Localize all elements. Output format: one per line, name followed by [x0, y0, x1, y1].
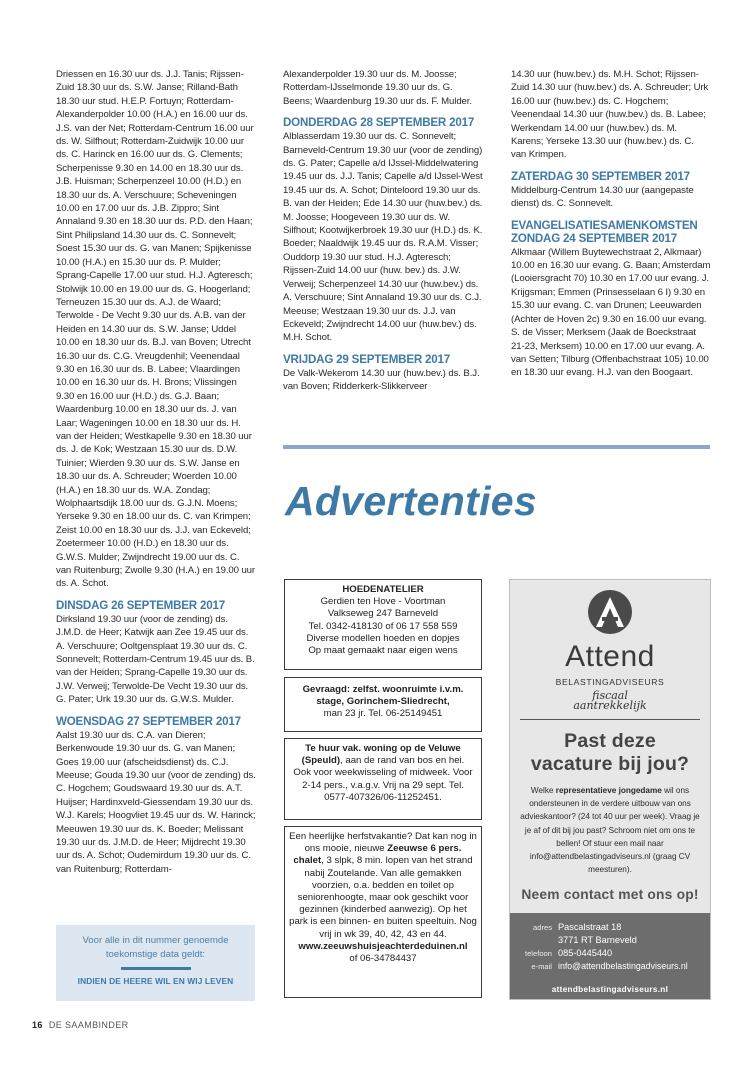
section-heading-donderdag: DONDERDAG 28 SEPTEMBER 2017 — [283, 116, 475, 130]
contact-address-line: 3771 RT Barneveld — [558, 935, 637, 945]
publication-name: DE SAAMBINDER — [48, 1020, 129, 1030]
section-heading-vrijdag: VRIJDAG 29 SEPTEMBER 2017 — [283, 352, 451, 366]
attend-body-part: wil ons ondersteunen in de verdere uitbouw van ons advieskantoor? (24 tot 40 uur per week). Vraag je je af of dit bij jou past? Schroom niet om ons te bellen! Of stuur een mail naar info@attendbelastingadviseurs.nl (graag CV meesturen). — [520, 786, 700, 875]
attend-body-part: Welke — [530, 786, 556, 795]
ad-woonruimte — [284, 677, 482, 732]
ad-title: Te huur vak. woning op de Veluwe (Speuld) — [301, 743, 461, 767]
church-schedule-text: Alblasserdam 19.30 uur ds. C. Sonnevelt; Barneveld-Centrum 19.30 uur (voor de zending) ds. G. Pater; Capelle a/d IJssel-Middelwatering 19.45 uur ds. J.J. Tanis; Capelle a/d IJssel-West 19.45 uur ds. A. Schot; Dinteloord 19.30 uur ds. B. van der Heiden; Ede 14.30 uur (huw.bev.) ds. M. Joosse; Hoogeveen 19.30 uur ds. W. Silfhout; Kootwijkerbroek 19.30 uur (H.D.) ds. K. Boeder; Naaldwijk 19.45 uur ds. R.A.M. Visser; Ouddorp 19.30 uur stud. H.J. Agteresch; Rijssen-Zuid 14.00 uur (huw. bev.) ds. J.W. Verweij; Scherpenzeel 14.30 uur (huw.bev.) ds. A. Verschuure; Sint Annaland 19.30 uur ds. C.J. Meeuse; Westzaan 19.30 uur ds. J.J. van Eckeveld; Zwijndrecht 14.00 uur (huw.bev.) ds. M.H. Schot. — [283, 131, 483, 344]
info-box — [56, 925, 255, 1001]
church-schedule-text: Dirksland 19.30 uur (voor de zending) ds. J.M.D. de Heer; Katwijk aan Zee 19.45 uur ds. A. Verschuure; Ooltgensplaat 19.30 uur ds. C. Sonnevelt; Rotterdam-Centrum 19.45 uur ds. B. van der Heiden; Sprang-Capelle 19.30 uur ds. J.W. Verweij; Terwolde-De Vecht 19.30 uur ds. G. Pater; Urk 19.30 uur ds. G.W.S. Mulder. — [56, 613, 255, 706]
ad-line: Een heerlijke herfstvakantie? Dat kan nog in ons mooie, nieuwe — [289, 831, 477, 855]
ad-line: Gerdien ten Hove - Voortman — [320, 596, 446, 608]
ad-zeeuws-chalet — [284, 826, 482, 998]
ad-title: Gevraagd: zelfst. woonruimte i.v.m. stage, Gorinchem-Sliedrecht, — [302, 684, 464, 708]
attend-body-bold: representatieve jongedame — [555, 786, 662, 795]
attend-body-text — [510, 784, 710, 876]
attend-slogan — [510, 691, 710, 711]
page-number: 16 — [32, 1020, 43, 1030]
ad-line: Valkseweg 247 Barneveld — [327, 608, 439, 620]
ad-line: Diverse modellen hoeden en dopjes — [306, 632, 460, 644]
page-footer — [32, 1020, 129, 1030]
attend-headline — [510, 730, 710, 776]
church-schedule-text: Aalst 19.30 uur ds. C.A. van Dieren; Berkenwoude 19.30 uur ds. G. van Manen; Goes 19.00 uur (afscheidsdienst) ds. C.J. Meeuse; Gouda 19.30 uur (voor de zending) ds. C. Hogchem; Goudswaard 19.30 uur ds. A.T. Huijser; Hardinxveld-Giessendam 19.30 uur ds. W.J. Karels; Hoogvliet 19.45 uur ds. W. Harinck; Meeuwen 19.30 uur ds. K. Boeder; Melissant 19.30 uur ds. J.M.D. de Heer; Mijdrecht 19.30 uur ds. A. Schot; Oudemirdum 19.30 uur ds. C. van Ruitenburg; Rotterdam- — [56, 729, 256, 875]
contact-label-email: e-mail — [531, 962, 552, 971]
ad-line: , aan de rand van bos en hei. — [340, 755, 465, 767]
attend-contact-panel — [510, 913, 710, 1000]
attend-logo-block — [510, 580, 710, 902]
attend-headline-line: Past deze — [564, 730, 656, 752]
attend-slogan-line: fiscaal — [592, 689, 628, 702]
attend-headline-line: vacature bij jou? — [530, 753, 690, 775]
attend-brand-subtitle: BELASTINGADVISEURS — [555, 677, 665, 687]
church-schedule-text: Driessen en 16.30 uur ds. J.J. Tanis; Rijssen-Zuid 18.30 uur ds. S.W. Janse; Rilland-Bath 18.30 uur stud. H.E.P. Fortuyn; Rotterdam-Alexanderpolder 10.00 (H.A.) en 16.00 uur ds. J.S. van der Net; Rotterdam-Centrum 16.00 uur ds. W. Silfhout; Rotterdam-Zuidwijk 10.00 uur ds. C. Harinck en 16.00 uur ds. G. Clements; Scherpenisse 9.30 en 14.00 en 18.30 uur ds. J.B. Huisman; Scherpenzeel 10.00 (H.D.) en 18.30 uur ds. A. Verschuure; Scheveningen 10.00 en 17.00 uur ds. J.B. Zippro; Sint Annaland 9.30 en 18.30 uur ds. P.D. den Haan; Sint Philipsland 14.30 uur ds. C. Sonnevelt; Soest 15.30 uur ds. G. van Manen; Spijkenisse 10.00 (H.A.) en 15.30 uur ds. P. Mulder; Sprang-Capelle 17.00 uur stud. H.J. Agteresch; Stolwijk 10.00 en 19.00 uur ds. G. Hoogerland; Terneuzen 15.30 uur ds. A.J. de Waard; Terwolde - De Vecht 9.30 uur ds. A.B. van der Heiden en 14.30 uur ds. S.W. Janse; Uddel 10.00 en 18.30 uur ds. B.J. van Boven; Utrecht 16.30 uur ds. C.G. Vreugdenhil; Veenendaal 9.30 en 16.30 uur ds. B. Labee; Vlaardingen 10.00 en 16.30 uur ds. H. Brons; Vlissingen 9.30 en 16.00 uur (H.D.) ds. G.J. Baan; Waardenburg 10.00 en 18.30 uur ds. J. van Laar; Wageningen 10.00 en 18.30 uur ds. H. van der Heiden; Westkapelle 9.30 en 18.30 uur ds. J. de Kok; Westzaan 15.30 uur ds. D.W. Tuinier; Wierden 9.30 uur ds. S.W. Janse en 18.30 uur ds. A. Schreuder; Woerden 10.00 (H.A.) en 18.30 uur ds. W.A. Zondag; Wolphaartsdijk 18.00 uur ds. G.J.N. Moens; Yerseke 9.30 en 18.00 uur ds. C. van Krimpen; Zeist 10.00 en 18.30 uur ds. J.J. van Eckeveld; Zoetermeer 10.00 (H.D.) en 18.30 uur ds. G.W.S. Mulder; Zwijndrecht 19.00 uur ds. C. van Ruitenburg; Zwolle 9.30 (H.A.) en 19.00 uur ds. A. Schot. — [56, 69, 256, 590]
church-schedule-text: Alkmaar (Willem Buytewechstraat 2, Alkmaar) 10.00 en 16.30 uur evang. G. Baan; Amsterdam (Looiersgracht 70) 10.30 en 17.00 uur evang. J. Krijgsman; Emmen (Prinsesselaan 6 I) 9.30 en 15.30 uur evang. C. van Drunen; Leeuwarden (Achter de Hoven 2c) 9.30 en 16.00 uur evang. S. de Visser; Merksem (Jaak de Boeckstraat 21-23, Merksem) 10.00 en 17.00 uur evang. A. van Setten; Tilburg (Offenbachstraat 105) 10.00 en 18.30 uur evang. H.J. van den Boogaart. — [511, 246, 711, 379]
ad-line: man 23 jr. Tel. 06-25149451 — [323, 708, 443, 720]
ad-line: Ook voor weekwisseling of midweek. Voor 2-14 pers., v.a.g.v. Vrij na 29 sept. Tel. 0577-407326/06-11252451. — [293, 767, 473, 803]
attend-brand-name: Attend — [565, 640, 655, 673]
section-heading-zondag: ZONDAG 24 SEPTEMBER 2017 — [511, 231, 677, 245]
ad-attend-belastingadviseurs — [509, 579, 711, 1000]
info-box-text: Voor alle in dit nummer genoemde toekomstige data geldt: — [82, 935, 229, 960]
section-heading-woensdag: WOENSDAG 27 SEPTEMBER 2017 — [56, 714, 241, 728]
ad-vakantiewoning-veluwe — [284, 738, 482, 820]
column-right — [511, 68, 711, 380]
column-middle — [283, 68, 483, 394]
info-box-motto: INDIEN DE HEERE WIL EN WIJ LEVEN — [77, 976, 234, 986]
attend-website-link[interactable]: attendbelastingadviseurs.nl — [551, 985, 669, 994]
contact-label-telefoon: telefoon — [524, 949, 552, 958]
attend-slogan-line: aantrekkelijk — [573, 699, 647, 712]
ad-line: , 3 slpk, 8 min. lopen van het strand nabij Zoutelande. Van alle gemakken voorzien, o.a. bedden en toilet op seniorenhoogte, maar ook geschikt voor gezinnen (kinderbed aanwezig). Op het park is een binnen- en buiten speeltuin. Nog vrij in wk 39, 40, 42, 43 en 44. — [289, 855, 477, 940]
church-schedule-text: De Valk-Wekerom 14.30 uur (huw.bev.) ds. B.J. van Boven; Ridderkerk-Slikkerveer — [283, 367, 480, 393]
church-schedule-text: Alexanderpolder 19.30 uur ds. M. Joosse; Rotterdam-IJsselmonde 19.30 uur ds. G. Beens; Waardenburg 19.30 uur ds. F. Mulder. — [283, 69, 472, 107]
church-schedule-text: Middelburg-Centrum 14.30 uur (aangepaste dienst) ds. C. Sonnevelt. — [511, 184, 694, 210]
ad-title: Zeeuwse 6 pers. chalet — [293, 843, 462, 867]
ad-hoedenatelier — [284, 579, 482, 670]
advertenties-heading: Advertenties — [285, 478, 537, 524]
ad-title: HOEDENATELIER — [342, 584, 424, 595]
contact-email-link[interactable]: info@attendbelastingadviseurs.nl — [558, 961, 688, 971]
attend-cta: Neem contact met ons op! — [521, 887, 699, 903]
section-heading-zaterdag: ZATERDAG 30 SEPTEMBER 2017 — [511, 169, 690, 183]
contact-phone[interactable]: 085-0445440 — [558, 948, 613, 958]
section-divider — [283, 445, 710, 449]
attend-rule — [520, 719, 700, 720]
contact-label-adres: adres — [533, 923, 552, 932]
info-box-divider — [121, 967, 191, 970]
column-left — [56, 68, 256, 876]
contact-address-line: Pascalstraat 18 — [558, 922, 622, 932]
ad-line: Tel. 0342-418130 of 06 17 558 559 — [308, 620, 458, 632]
section-heading-dinsdag: DINSDAG 26 SEPTEMBER 2017 — [56, 598, 225, 612]
ad-website-link[interactable]: www.zeeuwshuisjeachterdeduinen.nl — [298, 940, 468, 952]
section-heading-evangelisatie: EVANGELISATIESAMENKOMSTEN — [511, 218, 698, 232]
ad-phone: of 06-34784437 — [349, 953, 417, 965]
ad-line: Op maat gemaakt naar eigen wens — [308, 645, 458, 657]
church-schedule-text: 14.30 uur (huw.bev.) ds. M.H. Schot; Rijssen-Zuid 14.30 uur (huw.bev.) ds. A. Schreuder; Urk 16.00 uur (huw.bev.) ds. C. Hogchem; Veenendaal 14.30 uur (huw.bev.) ds. B. Labee; Werkendam 14.00 uur (huw.bev.) ds. M. Karens; Yerseke 13.30 uur (huw.bev.) ds. C. van Krimpen. — [511, 69, 709, 161]
attend-a-logo-icon — [587, 589, 633, 635]
